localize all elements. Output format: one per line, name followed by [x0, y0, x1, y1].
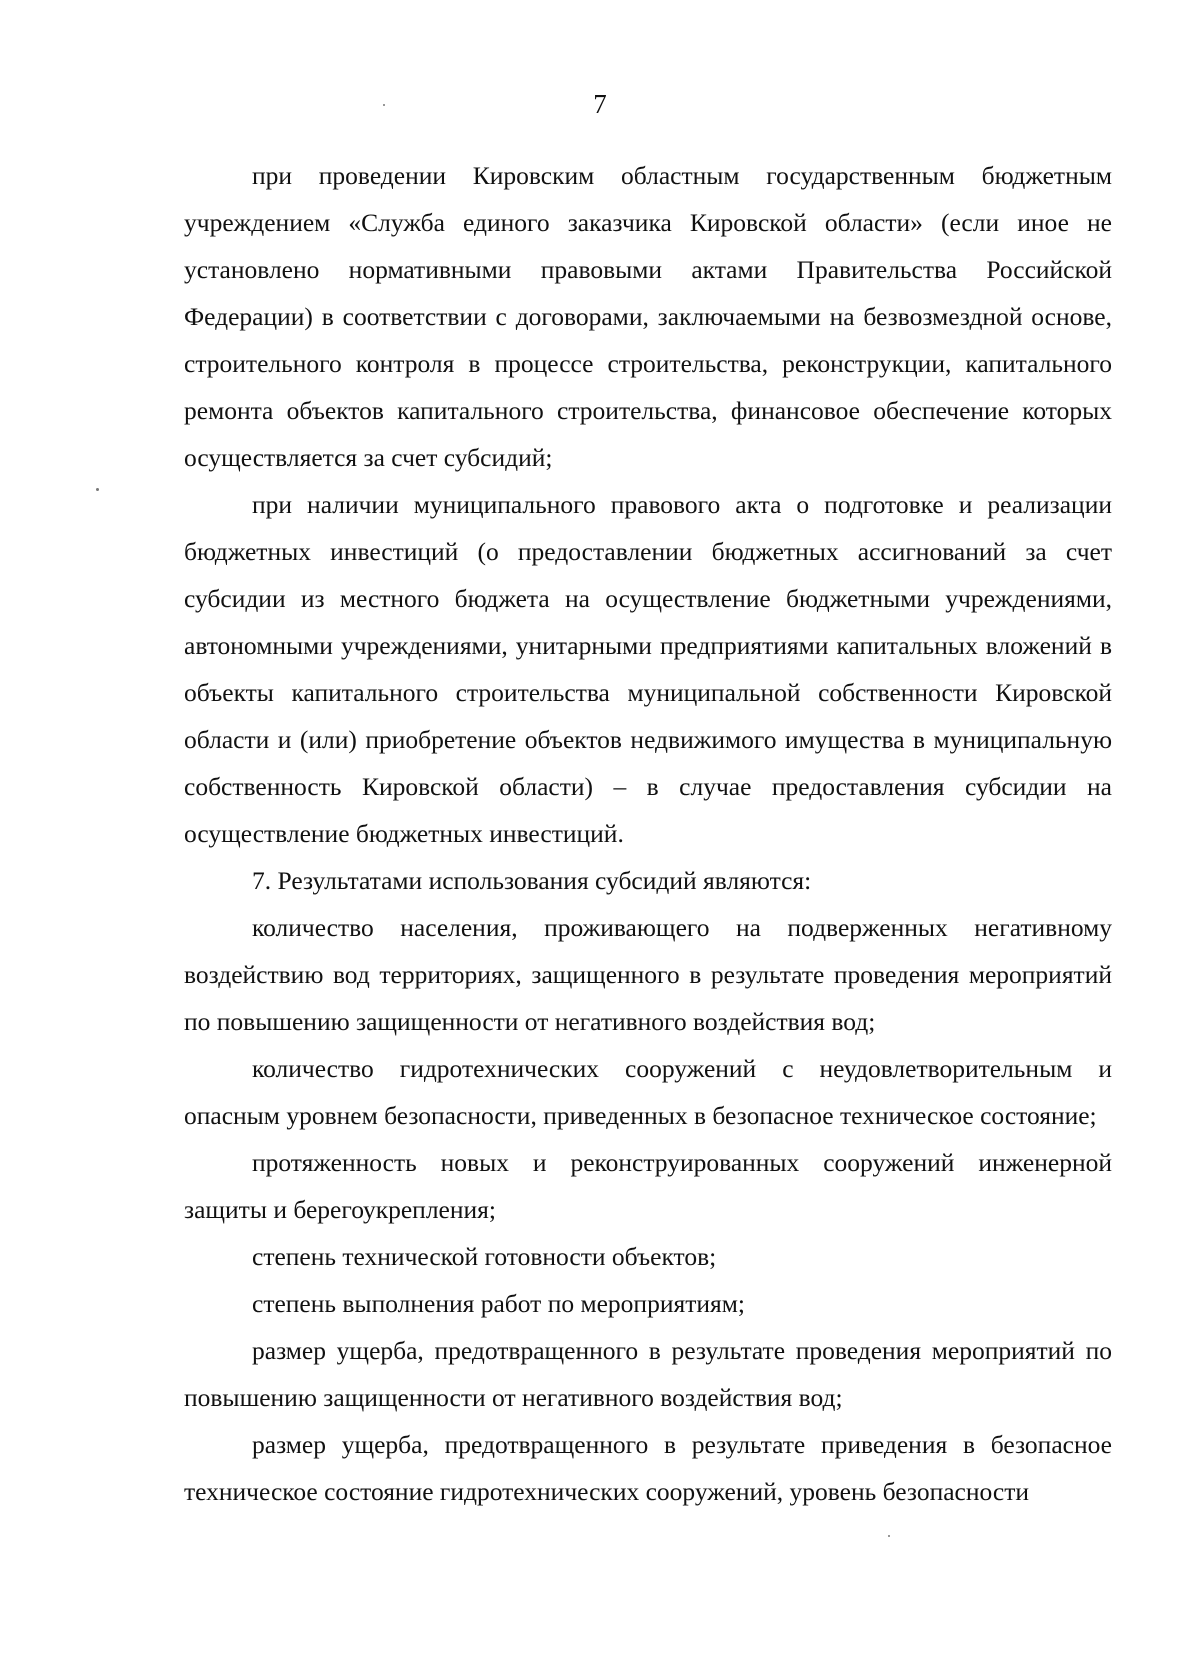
list-item-population: количество населения, проживающего на подверженных негативному воздействию вод территориях, защищенного в результате проведения мероприятий по повышению защищенности от негативного воздействия вод; [184, 913, 1112, 1036]
list-item-technical-readiness: степень технической готовности объектов; [252, 1242, 717, 1271]
scan-speck [888, 1535, 890, 1537]
scan-speck [96, 488, 99, 491]
paragraph-municipal-act: при наличии муниципального правового акта о подготовке и реализации бюджетных инвестиций (о предоставлении бюджетных ассигнований за счет субсидии из местного бюджета на осуществление бюджетными учреждениями, автономными учреждениями, унитарными предприятиями капитальных вложений в объекты капитального строительства муниципальной собственности Кировской области и (или) приобретение объектов недвижимого имущества в муниципальную собственность Кировской области) – в случае предоставления субсидии на осуществление бюджетных инвестиций. [184, 490, 1112, 848]
page-number: 7 [593, 89, 607, 119]
list-item-protection-length: протяженность новых и реконструированных сооружений инженерной защиты и берегоукрепления; [184, 1148, 1112, 1224]
paragraph-results-heading: 7. Результатами использования субсидий являются: [252, 866, 812, 895]
list-item-damage-prevented-protection: размер ущерба, предотвращенного в результате проведения мероприятий по повышению защищенности от негативного воздействия вод; [184, 1336, 1112, 1412]
list-item-work-completion: степень выполнения работ по мероприятиям; [252, 1289, 745, 1318]
paragraph-construction-control: при проведении Кировским областным государственным бюджетным учреждением «Служба единого заказчика Кировской области» (если иное не установлено нормативными правовыми актами Правительства Российской Федерации) в соответствии с договорами, заключаемыми на безвозмездной основе, строительного контроля в процессе строительства, реконструкции, капитального ремонта объектов капитального строительства, финансовое обеспечение которых осуществляется за счет субсидий; [184, 161, 1112, 472]
list-item-damage-prevented-safety: размер ущерба, предотвращенного в результате приведения в безопасное техническое состояние гидротехнических сооружений, уровень безопасности [184, 1430, 1112, 1506]
scan-speck [383, 104, 385, 106]
list-item-hydro-structures: количество гидротехнических сооружений с неудовлетворительным и опасным уровнем безопасности, приведенных в безопасное техническое состояние; [184, 1054, 1112, 1130]
document-body [184, 152, 1112, 1515]
